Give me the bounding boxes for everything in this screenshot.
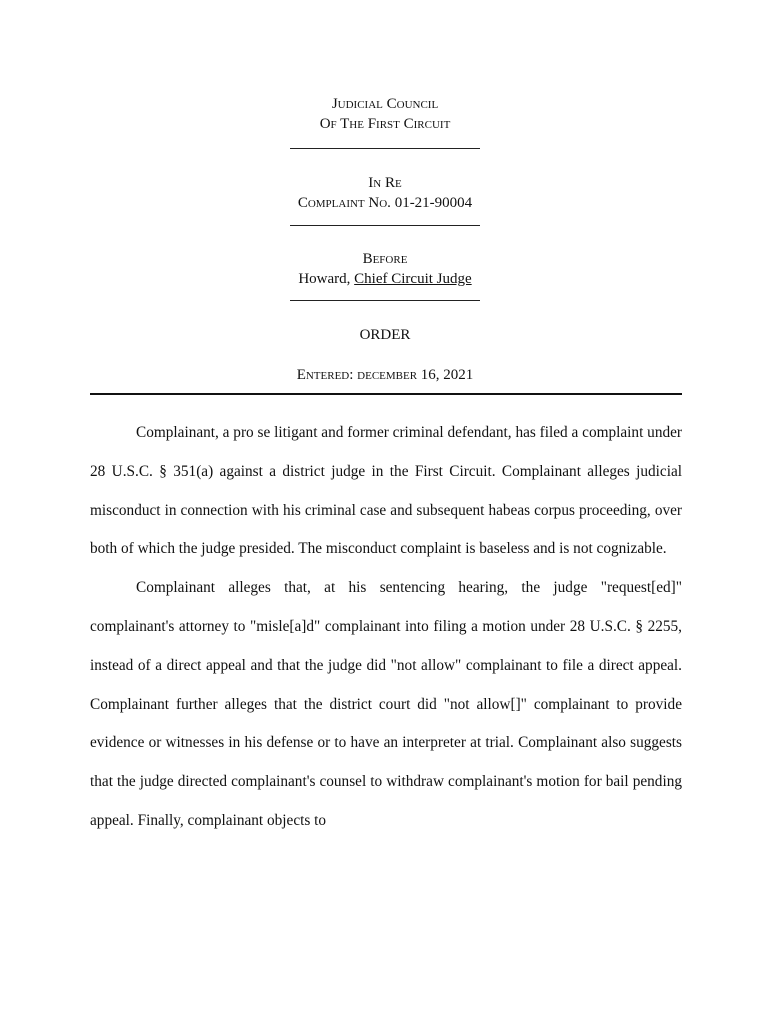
judge-name: Howard,	[298, 271, 355, 287]
judge-line	[0, 269, 770, 289]
council-heading	[0, 94, 770, 134]
before-block	[0, 249, 770, 289]
order-title-block	[0, 325, 770, 345]
complaint-label: Complaint No.	[297, 195, 391, 211]
order-body	[90, 414, 682, 841]
divider-2	[0, 225, 770, 226]
before-label: Before	[362, 251, 408, 267]
complaint-number: 01-21-90004	[394, 195, 473, 211]
entered-label: Entered: december	[296, 367, 418, 383]
complaint-number-line	[0, 193, 770, 213]
council-line-1: Judicial Council	[331, 96, 439, 112]
header-rule	[90, 393, 682, 395]
council-line-2: Of The First Circuit	[319, 116, 451, 132]
case-caption	[0, 173, 770, 213]
in-re-label: In Re	[368, 175, 402, 191]
entered-date: 16, 2021	[420, 367, 474, 383]
entered-date-block	[0, 365, 770, 385]
paragraph-1: Complainant, a pro se litigant and former criminal defendant, has filed a complaint under 28 U.S.C. § 351(a) against a district judge in the First Circuit. Complainant alleges judicial misconduct in connection with his criminal case and subsequent habeas corpus proceeding, over both of which the judge presided. The misconduct complaint is baseless and is not cognizable.	[90, 424, 682, 558]
judge-title: Chief Circuit Judge	[354, 271, 472, 287]
divider-3	[0, 300, 770, 301]
divider-1	[0, 148, 770, 149]
order-title: ORDER	[359, 327, 411, 343]
paragraph-2: Complainant alleges that, at his sentencing hearing, the judge "request[ed]" complainant's attorney to "misle[a]d" complainant into filing a motion under 28 U.S.C. § 2255, instead of a direct appeal and that the judge did "not allow" complainant to file a direct appeal. Complainant further alleges that the district court did "not allow[]" complainant to provide evidence or witnesses in his defense or to have an interpreter at trial. Complainant also suggests that the judge directed complainant's counsel to withdraw complainant's motion for bail pending appeal. Finally, complainant objects to	[90, 579, 682, 829]
